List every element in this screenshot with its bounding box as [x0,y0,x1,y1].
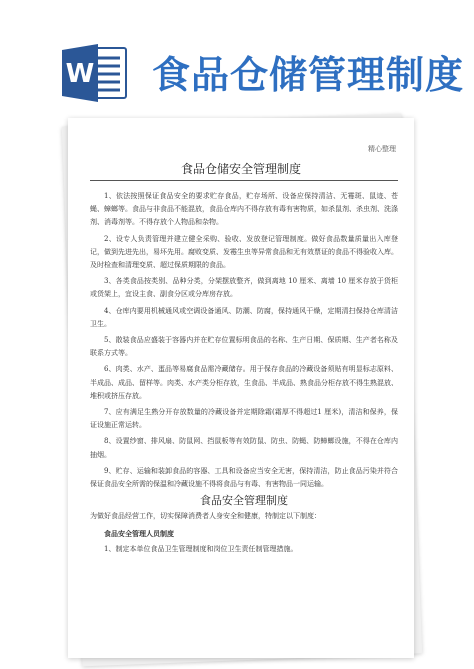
intro-text: 为做好食品经营工作，切实保障消费者人身安全和健康，特制定以下制度： [90,512,321,521]
document-title: 食品仓储安全管理制度 [180,162,301,176]
sub-heading: 食品安全管理人员制度 [104,528,174,538]
word-icon [62,42,128,104]
banner [0,0,474,130]
paragraph: 3、各类食品按类别、品种分类，分架摆放整齐，做到离地 10 厘米、离墙 10 厘米存放于货柜或货架上，宜设主食、副食分区或分库房存放。 [90,277,398,299]
paragraph: 5、散装食品应盛装于容器内并在贮存位置标明食品的名称、生产日期、保质期、生产者名称及联系方式等。 [90,336,398,358]
paragraph: 2、设专人负责管理并建立健全采购、验收、发放登记管理制度。做好食品数量质量出入库登记，做到先进先出，易坏先用。腐败变质、发霉生虫等异常食品和无有效票证的食品不得验收入库。及时检查和清理变质、超过保质期限的食品。 [90,234,398,270]
document-body [90,190,398,559]
document-page [68,118,414,658]
paragraph: 4、仓库内要用机械通风或空调设备通风、防潮、防腐，保持通风干燥，定期清扫保持仓库清洁卫生。 [90,306,398,328]
section-title: 食品安全管理制度 [200,494,288,508]
banner-title: 食品仓储管理制度 [152,53,465,97]
title-divider [90,180,398,181]
paragraph: 1、制定本单位食品卫生管理制度和岗位卫生责任制管理措施。 [104,544,298,553]
paragraph: 9、贮存、运输和装卸食品的容器、工具和设备应当安全无害，保持清洁，防止食品污染并符合保证食品安全所需的保温和冷藏设施不得将食品与有毒、有害物品一同运输。 [90,466,398,489]
paragraph: 6、肉类、水产、蛋品等易腐食品需冷藏储存。用于保存食品的冷藏设备须贴有明显标志原料、半成品、成品、留样等。肉类、水产类分柜存放，生食品、半成品、熟食品分柜存放不得生熟混放、堆积或挤压存放。 [90,365,398,400]
paragraph: 8、设置纱窗、排风扇、防鼠网、挡鼠板等有效防鼠、防虫、防蝇、防蟑螂设施，不得在仓库内抽烟。 [90,437,398,459]
svg-text:W: W [65,59,95,89]
paragraph: 1、依法按照保证食品安全的要求贮存食品，贮存场所、设备应保持清洁、无霉斑、鼠迹、苍蝇、蟑螂等。食品与非食品不能混放，食品仓库内不得存放有毒有害物质，如杀鼠剂、杀虫剂、洗涤剂、消毒剂等。不得存放个人物品和杂物。 [90,192,398,227]
corner-note: 精心整理 [368,145,396,153]
paragraph: 7、应有满足生熟分开存放数量的冷藏设备并定期除霜(霜厚不得超过1 厘米)，清洁和保养，保证设施正常运转。 [90,408,398,430]
